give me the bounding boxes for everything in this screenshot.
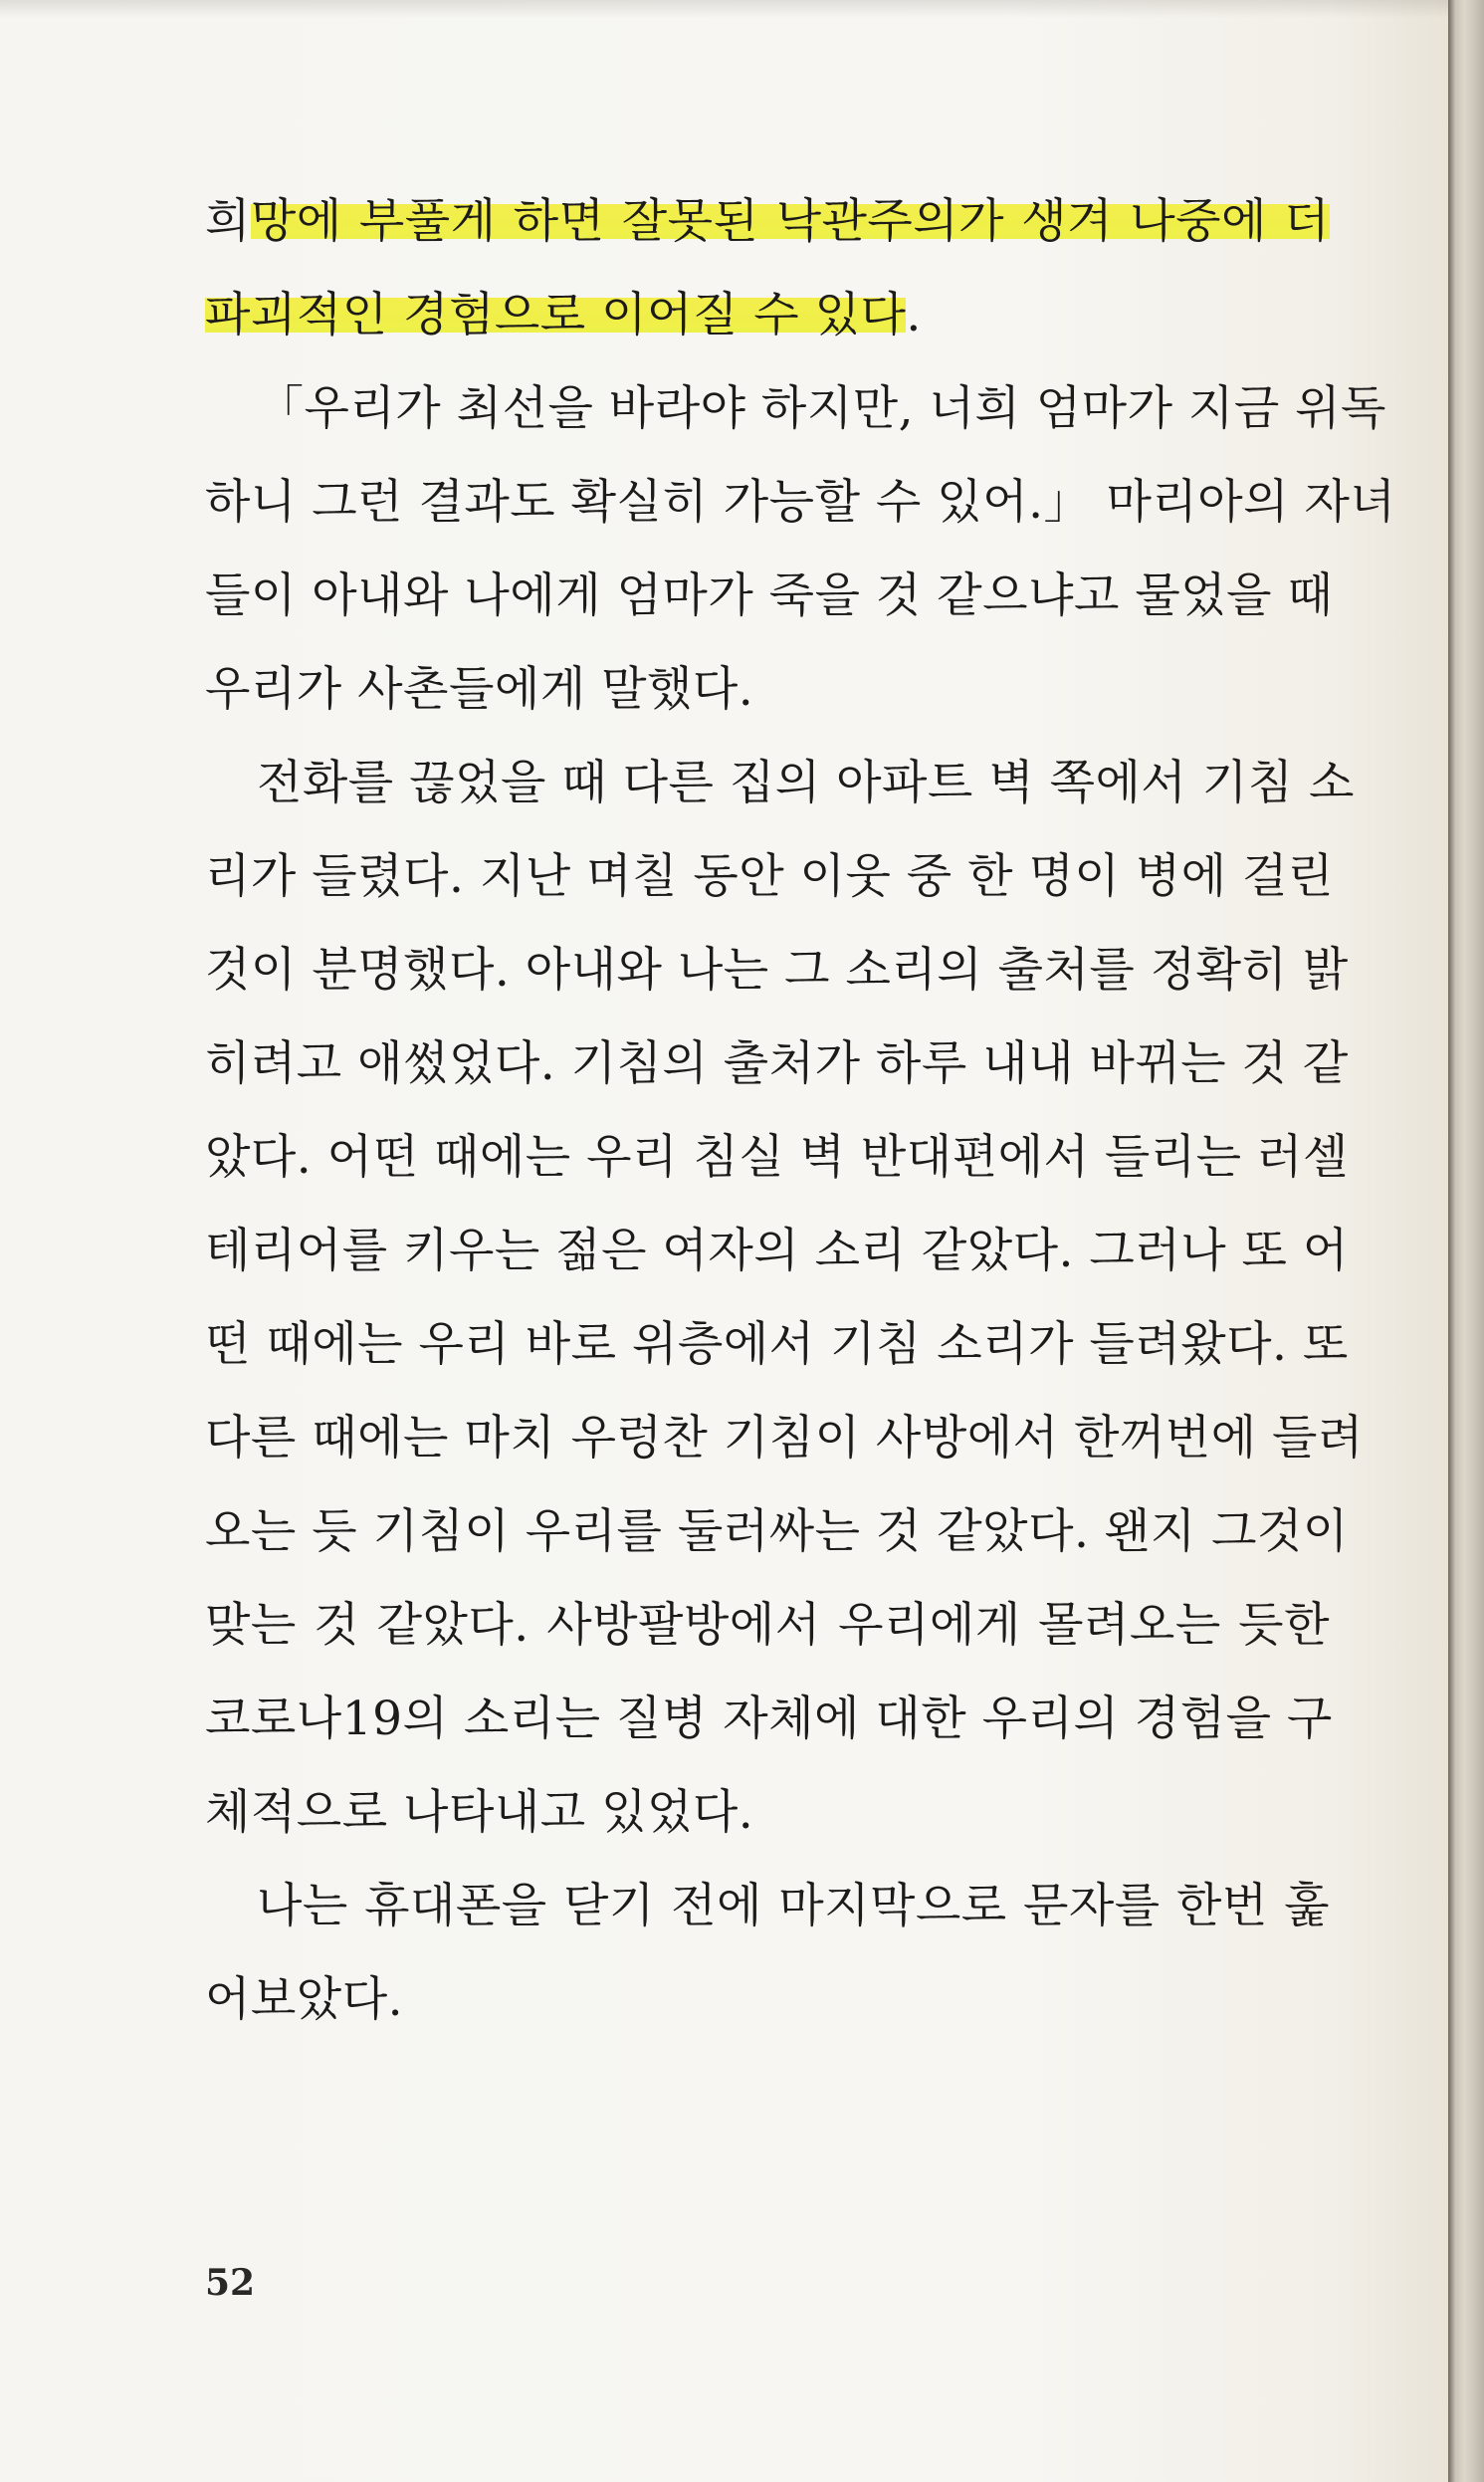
text-line-16: 맞는 것 같았다. 사방팔방에서 우리에게 몰려오는 듯한 bbox=[205, 1598, 1330, 1653]
text-line-12: 테리어를 키우는 젊은 여자의 소리 같았다. 그러나 또 어 bbox=[205, 1224, 1349, 1278]
text-line-14: 다른 때에는 마치 우렁찬 기침이 사방에서 한꺼번에 들려 bbox=[205, 1411, 1364, 1466]
text-line-3: 「우리가 최선을 바라야 하지만, 너희 엄마가 지금 위독 bbox=[257, 381, 1386, 436]
text-line-19: 나는 휴대폰을 닫기 전에 마지막으로 문자를 한번 훑 bbox=[257, 1879, 1330, 1933]
text-line-18: 체적으로 나타내고 있었다. bbox=[205, 1785, 754, 1840]
highlighted-text: 파괴적인 경험으로 이어질 수 있다 bbox=[205, 288, 907, 342]
text-line-10: 히려고 애썼었다. 기침의 출처가 하루 내내 바뀌는 것 같 bbox=[205, 1036, 1349, 1091]
text-line-5: 들이 아내와 나에게 엄마가 죽을 것 같으냐고 물었을 때 bbox=[205, 568, 1334, 623]
page-top-shadow bbox=[0, 0, 1448, 18]
text-line-1: 희망에 부풀게 하면 잘못된 낙관주의가 생겨 나중에 더 bbox=[205, 194, 1330, 249]
text-line-4: 하니 그런 결과도 확실히 가능할 수 있어.」 마리아의 자녀 bbox=[205, 475, 1396, 530]
body-text bbox=[205, 175, 1396, 2047]
text-line-2: 파괴적인 경험으로 이어질 수 있다. bbox=[205, 288, 922, 342]
text-line-9: 것이 분명했다. 아내와 나는 그 소리의 출처를 정확히 밝 bbox=[205, 943, 1349, 998]
highlighted-text: 망에 부풀게 하면 잘못된 낙관주의가 생겨 나중에 더 bbox=[250, 194, 1330, 249]
text-line-17: 코로나19의 소리는 질병 자체에 대한 우리의 경험을 구 bbox=[205, 1692, 1333, 1746]
text-line-15: 오는 듯 기침이 우리를 둘러싸는 것 같았다. 왠지 그것이 bbox=[205, 1504, 1349, 1559]
text-line-7: 전화를 끊었을 때 다른 집의 아파트 벽 쪽에서 기침 소 bbox=[257, 756, 1355, 810]
text-line-6: 우리가 사촌들에게 말했다. bbox=[205, 662, 754, 717]
page-edge bbox=[1448, 0, 1484, 2482]
text-line-20: 어보았다. bbox=[205, 1972, 404, 2027]
text-line-13: 떤 때에는 우리 바로 위층에서 기침 소리가 들려왔다. 또 bbox=[205, 1317, 1349, 1372]
text-line-8: 리가 들렸다. 지난 며칠 동안 이웃 중 한 명이 병에 걸린 bbox=[205, 849, 1334, 904]
page-number: 52 bbox=[205, 2262, 256, 2304]
text-line-11: 았다. 어떤 때에는 우리 침실 벽 반대편에서 들리는 러셀 bbox=[205, 1130, 1349, 1185]
